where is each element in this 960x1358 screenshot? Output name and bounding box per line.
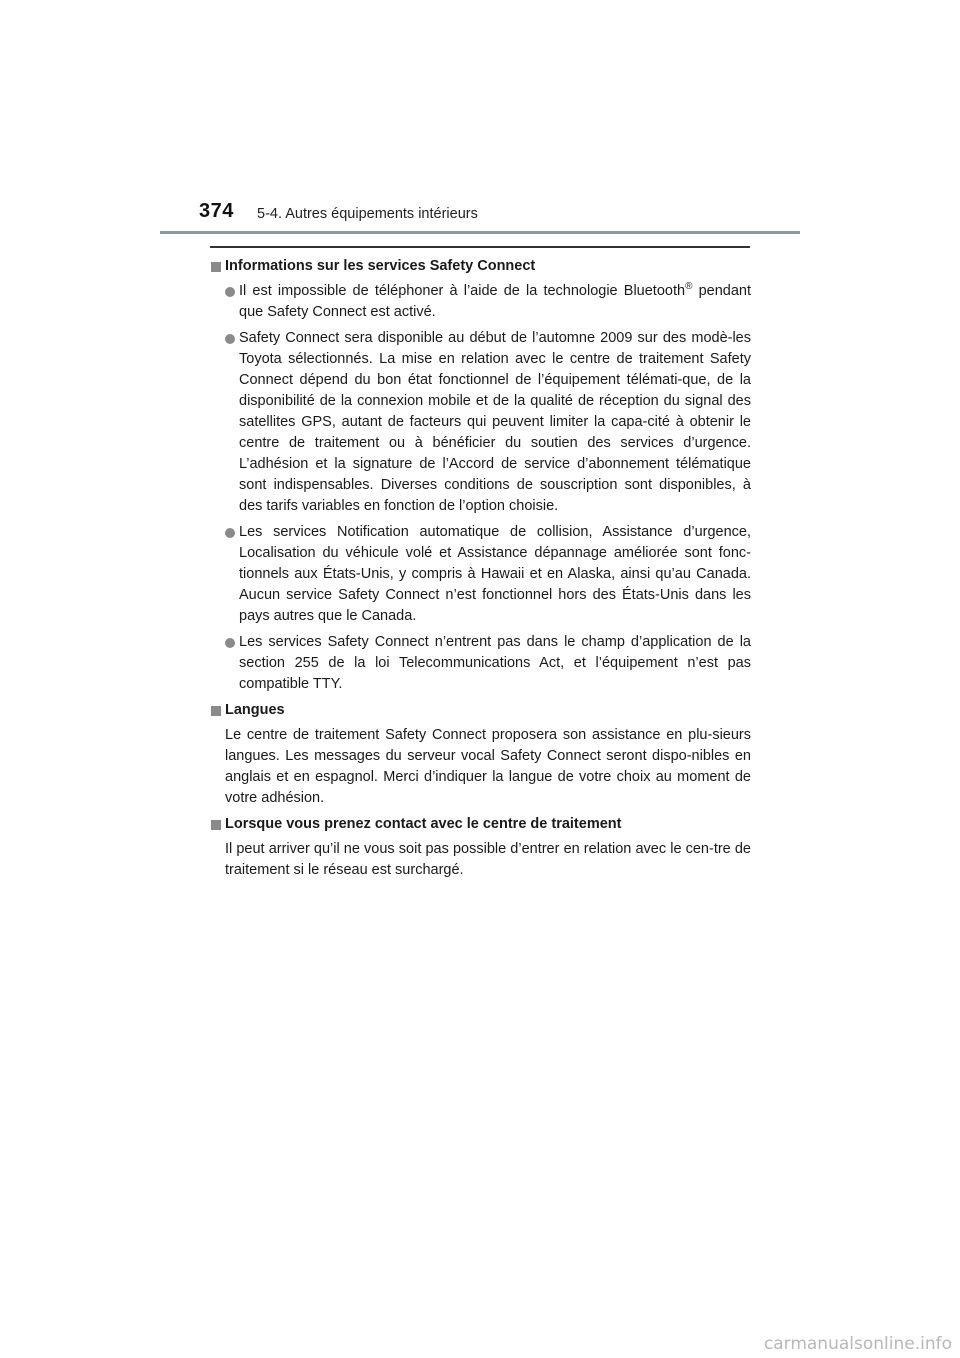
square-bullet-icon [211, 706, 221, 716]
page-number: 374 [199, 200, 234, 222]
round-bullet-icon [225, 638, 235, 648]
section-title: 5-4. Autres équipements intérieurs [257, 206, 478, 222]
bullet-text-before: Il est impossible de téléphoner à l’aide de la technologie Bluetooth [239, 283, 686, 299]
round-bullet-icon [225, 528, 235, 538]
watermark: carmanualsonline.info [763, 1334, 952, 1354]
bullet-text: Safety Connect sera disponible au début de l’automne 2009 sur des modè-les Toyota sélectionnés. La mise en relation avec le centre de traitement Safety Connect dépend du bon état fonctionnel de l’équipement télémati-que, de la disponibilité de la connexion mobile et de la qualité de réception du signal des satellites GPS, autant de facteurs qui peuvent limiter la capa-cité à obtenir le centre de traitement ou à bénéficier du soutien des services d’urgence. L’adhésion et la signature de l’Accord de service d’abonnement télématique sont indispensables. Diverses conditions de souscription sont disponibles, à des tarifs variables en fonction de l’option choisie. [239, 330, 751, 514]
heading-langues [211, 700, 751, 721]
bullet-text: Les services Safety Connect n’entrent pas dans le champ d’application de la section 255 de la loi Telecommunications Act, et l’équipement n’est pas compatible TTY. [239, 634, 751, 692]
header-rule [160, 231, 800, 234]
bullet-item [211, 328, 751, 517]
bullet-item [211, 281, 751, 323]
round-bullet-icon [225, 287, 235, 297]
heading-text: Informations sur les services Safety Connect [225, 258, 536, 274]
bullet-text: Les services Notification automatique de collision, Assistance d’urgence, Localisation du véhicule volé et Assistance dépannage améliorée sont fonc-tionnels aux États-Unis, y compris à Hawaii et en Alaska, ainsi qu’au Canada. Aucun service Safety Connect n’est fonctionnel hors des États-Unis dans les pays autres que le Canada. [239, 524, 751, 624]
bullet-item [211, 522, 751, 627]
round-bullet-icon [225, 334, 235, 344]
heading-contact-centre [211, 814, 751, 835]
content-rule [210, 246, 750, 248]
heading-safety-connect-info [211, 256, 751, 277]
bullet-item [211, 632, 751, 695]
heading-text: Lorsque vous prenez contact avec le centre de traitement [225, 816, 622, 832]
bullet-text-after: pendant que Safety Connect est activé. [239, 283, 752, 320]
square-bullet-icon [211, 820, 221, 830]
registered-mark: ® [685, 281, 693, 293]
paragraph-langues: Le centre de traitement Safety Connect proposera son assistance en plu-sieurs langues. Les messages du serveur vocal Safety Connect seront dispo-nibles en anglais et en espagnol. Merci d’indiquer la langue de votre choix au moment de votre adhésion. [225, 727, 751, 806]
heading-text: Langues [225, 702, 285, 718]
square-bullet-icon [211, 262, 221, 272]
paragraph-contact-centre: Il peut arriver qu’il ne vous soit pas possible d’entrer en relation avec le cen-tre de traitement si le réseau est surchargé. [225, 841, 751, 878]
content [211, 256, 751, 886]
